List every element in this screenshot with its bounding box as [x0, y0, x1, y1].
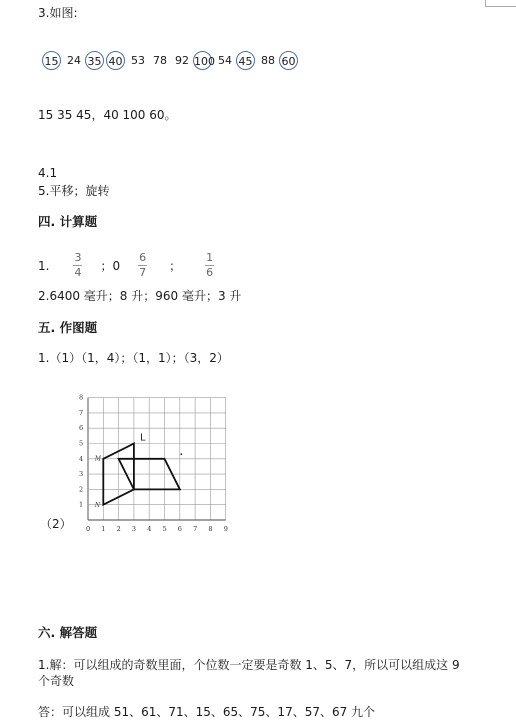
calc-label: 1. — [38, 258, 50, 273]
q5-answer: 5.平移；旋转 — [38, 184, 110, 198]
section-4-heading: 四. 计算题 — [38, 214, 98, 229]
answer-line-2: 个奇数 — [38, 674, 75, 688]
q4-answer: 4.1 — [38, 166, 58, 180]
x-tick-label: 4 — [147, 525, 152, 533]
y-tick-label: 7 — [79, 408, 84, 417]
x-tick-label: 9 — [223, 525, 228, 533]
circled-number: 100 — [193, 51, 212, 70]
calc-row-2: 2.6400 毫升；8 升；960 毫升；3 升 — [38, 289, 242, 303]
fraction-1 — [73, 252, 82, 279]
plain-number: 88 — [261, 54, 275, 67]
y-tick-label: 5 — [79, 439, 84, 448]
section-6-heading: 六. 解答题 — [38, 625, 98, 640]
y-tick-label: 2 — [79, 485, 84, 494]
y-tick-label: 8 — [79, 393, 84, 402]
x-tick-label: 8 — [208, 525, 213, 533]
x-tick-label: 0 — [86, 525, 91, 533]
fraction-1-num: 3 — [74, 251, 82, 264]
y-tick-label: 1 — [79, 500, 84, 509]
calc-sep-2: ； — [169, 259, 182, 273]
plain-number: 92 — [175, 54, 189, 67]
x-tick-label: 3 — [131, 525, 137, 533]
grid-dot — [180, 453, 182, 455]
fraction-3 — [205, 252, 214, 279]
section-5-heading: 五. 作图题 — [38, 320, 98, 335]
calc-sep-1: ；0 — [100, 259, 121, 273]
x-tick-label: 5 — [162, 525, 167, 533]
circled-number: 40 — [106, 51, 125, 70]
x-tick-label: 2 — [116, 525, 121, 533]
y-tick-label: 6 — [79, 424, 84, 433]
q3-answer: 15 35 45，40 100 60。 — [38, 108, 177, 122]
answer-line-1: 1.解：可以组成的奇数里面，个位数一定要是奇数 1、5、7，所以可以组成这 9 — [38, 658, 460, 672]
circled-number: 60 — [279, 51, 298, 70]
x-tick-label: 1 — [101, 525, 106, 533]
page-corner-mark — [485, 0, 516, 7]
fraction-3-den: 6 — [206, 266, 214, 279]
label-L: L — [140, 432, 146, 444]
number-row — [42, 51, 300, 70]
fraction-2 — [138, 252, 147, 279]
plain-number: 53 — [131, 54, 145, 67]
draw-answer-2-label: （2） — [40, 517, 72, 531]
plain-number: 54 — [218, 54, 232, 67]
plain-number: 24 — [67, 54, 81, 67]
label-M: M — [94, 455, 102, 463]
circled-number: 35 — [85, 51, 104, 70]
circled-number: 45 — [236, 51, 255, 70]
label-N: N — [94, 501, 101, 509]
calc-row-1 — [38, 252, 214, 279]
fraction-2-den: 7 — [139, 266, 147, 279]
tick-labels — [79, 394, 228, 533]
x-tick-label: 7 — [193, 525, 198, 533]
fraction-2-num: 6 — [139, 251, 147, 264]
y-tick-label: 4 — [79, 454, 84, 463]
circled-number: 15 — [42, 51, 61, 70]
draw-answer-1: 1.（1）（1，4）；（1，1）；（3，2） — [38, 351, 229, 365]
coordinate-grid — [70, 393, 240, 540]
x-tick-label: 6 — [177, 525, 182, 533]
y-tick-label: 3 — [79, 470, 84, 479]
fraction-3-num: 1 — [206, 251, 214, 264]
plain-number: 78 — [153, 54, 167, 67]
fraction-1-den: 4 — [74, 266, 82, 279]
q3-header: 3.如图: — [38, 6, 78, 20]
answer-line-3: 答：可以组成 51、61、71、15、65、75、17、57、67 九个 — [38, 705, 376, 719]
